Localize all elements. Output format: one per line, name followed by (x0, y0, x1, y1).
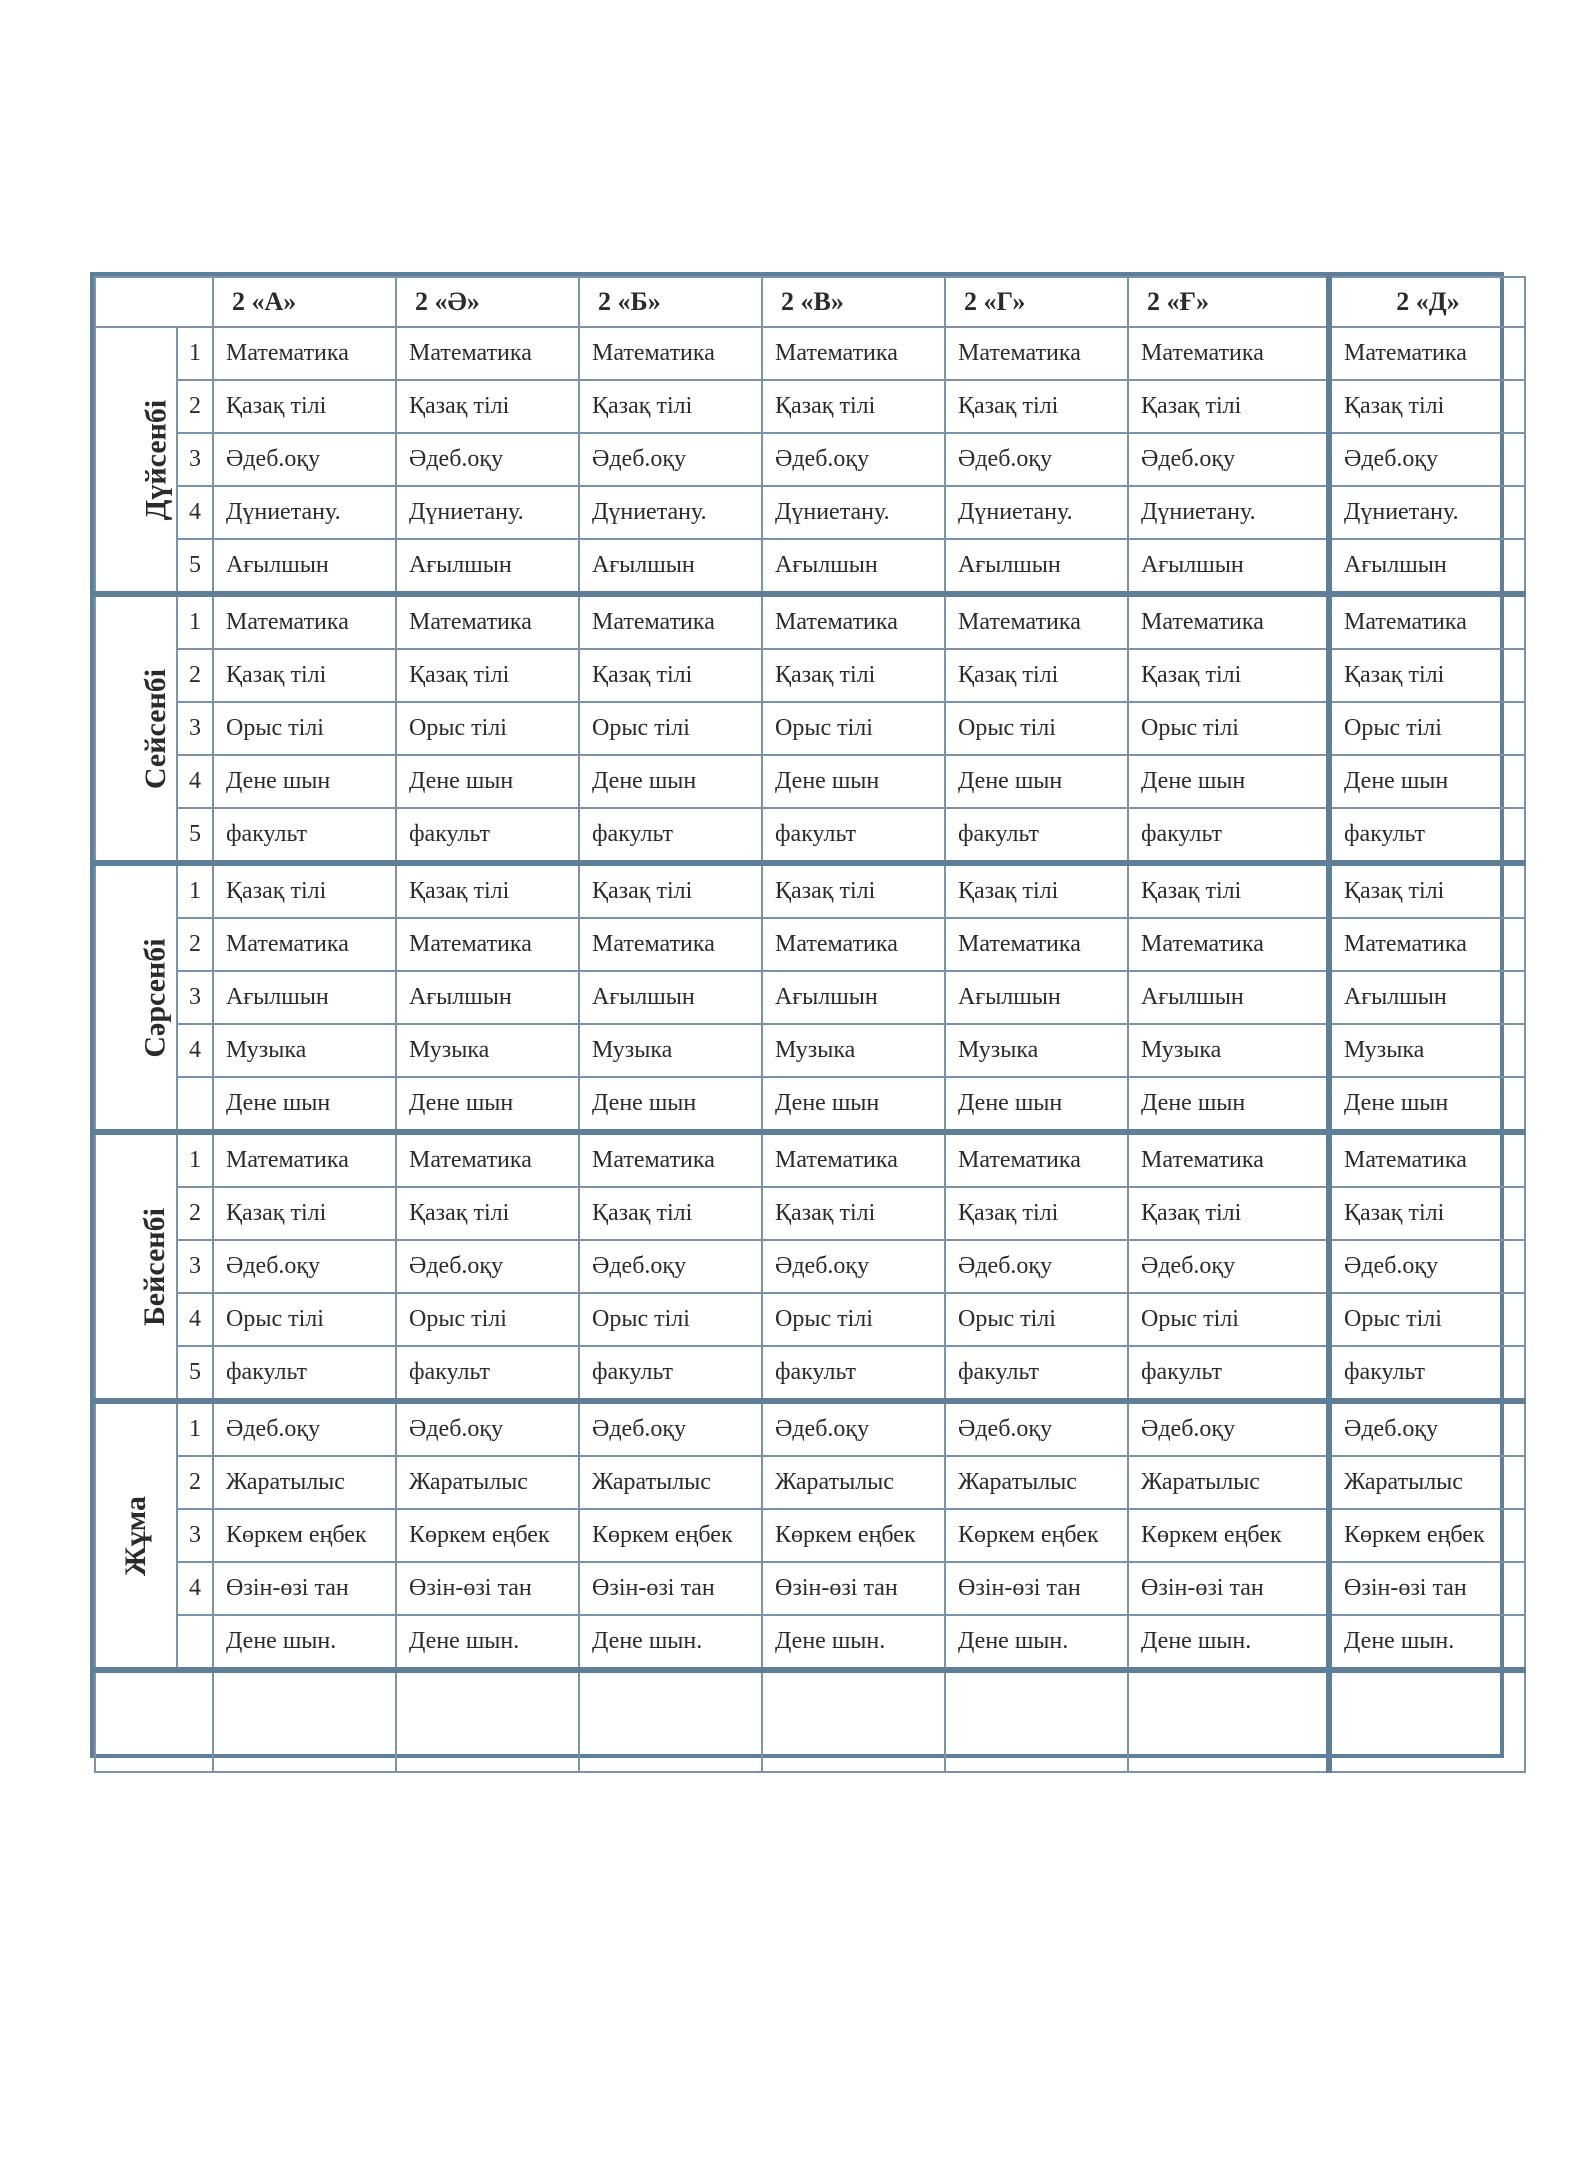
day-label (95, 327, 177, 594)
lesson-row (95, 433, 1525, 486)
subject-cell: Математика (213, 918, 396, 971)
subject-cell: факульт (396, 808, 579, 863)
lesson-row (95, 1509, 1525, 1562)
lesson-number: 4 (177, 755, 213, 808)
subject-cell: Қазақ тілі (1128, 863, 1329, 918)
subject-cell: Қазақ тілі (579, 380, 762, 433)
subject-cell: Математика (396, 327, 579, 380)
subject-cell: Математика (1329, 327, 1525, 380)
subject-cell: Ағылшын (945, 539, 1128, 594)
lesson-number: 3 (177, 1240, 213, 1293)
subject-cell: Ағылшын (396, 971, 579, 1024)
subject-cell: Дүниетану. (1128, 486, 1329, 539)
class-header: 2 «Д» (1329, 277, 1525, 327)
subject-cell: Әдеб.оқу (1329, 1240, 1525, 1293)
subject-cell: Музыка (396, 1024, 579, 1077)
subject-cell: Әдеб.оқу (213, 1401, 396, 1456)
blank-cell (396, 1670, 579, 1772)
subject-cell: Дүниетану. (945, 486, 1128, 539)
lesson-number: 5 (177, 539, 213, 594)
subject-cell: Көркем еңбек (579, 1509, 762, 1562)
subject-cell: Әдеб.оқу (396, 433, 579, 486)
subject-cell: Ағылшын (213, 971, 396, 1024)
lesson-number (177, 1077, 213, 1132)
subject-cell: факульт (213, 1346, 396, 1401)
subject-cell: факульт (762, 808, 945, 863)
subject-cell: Қазақ тілі (396, 380, 579, 433)
subject-cell: Жаратылыс (762, 1456, 945, 1509)
subject-cell: факульт (945, 808, 1128, 863)
lesson-row (95, 755, 1525, 808)
subject-cell: Дене шын (396, 755, 579, 808)
subject-cell: Ағылшын (1329, 539, 1525, 594)
subject-cell: Дүниетану. (213, 486, 396, 539)
subject-cell: Ағылшын (396, 539, 579, 594)
subject-cell: Музыка (945, 1024, 1128, 1077)
subject-cell: Музыка (1128, 1024, 1329, 1077)
lesson-row (95, 702, 1525, 755)
subject-cell: Ағылшын (762, 971, 945, 1024)
subject-cell: Орыс тілі (1329, 1293, 1525, 1346)
subject-cell: факульт (762, 1346, 945, 1401)
lesson-number: 2 (177, 380, 213, 433)
subject-cell: Математика (579, 327, 762, 380)
lesson-row (95, 594, 1525, 649)
day-label (95, 1132, 177, 1401)
subject-cell: Ағылшын (1128, 539, 1329, 594)
subject-cell: Қазақ тілі (396, 649, 579, 702)
subject-cell: Математика (396, 918, 579, 971)
timetable-body (95, 327, 1525, 1772)
subject-cell: Көркем еңбек (945, 1509, 1128, 1562)
subject-cell: Математика (579, 918, 762, 971)
header-row (95, 277, 1525, 327)
subject-cell: Әдеб.оқу (945, 1240, 1128, 1293)
subject-cell: Қазақ тілі (945, 863, 1128, 918)
subject-cell: Орыс тілі (213, 702, 396, 755)
subject-cell: Қазақ тілі (1128, 1187, 1329, 1240)
lesson-row (95, 327, 1525, 380)
subject-cell: Дене шын (213, 1077, 396, 1132)
subject-cell: Көркем еңбек (1329, 1509, 1525, 1562)
blank-cell (945, 1670, 1128, 1772)
subject-cell: факульт (1329, 808, 1525, 863)
lesson-row (95, 1456, 1525, 1509)
subject-cell: Әдеб.оқу (396, 1401, 579, 1456)
subject-cell: Қазақ тілі (1329, 1187, 1525, 1240)
subject-cell: Орыс тілі (762, 702, 945, 755)
subject-cell: Дене шын. (762, 1615, 945, 1670)
lesson-number: 1 (177, 1401, 213, 1456)
subject-cell: Жаратылыс (213, 1456, 396, 1509)
subject-cell: Қазақ тілі (1329, 863, 1525, 918)
subject-cell: факульт (579, 808, 762, 863)
subject-cell: Дене шын (1329, 755, 1525, 808)
subject-cell: Дене шын (762, 755, 945, 808)
lesson-number: 2 (177, 649, 213, 702)
subject-cell: факульт (579, 1346, 762, 1401)
subject-cell: Өзін-өзі тан (396, 1562, 579, 1615)
corner-cell (95, 277, 213, 327)
lesson-number: 3 (177, 971, 213, 1024)
lesson-number: 1 (177, 594, 213, 649)
subject-cell: Дене шын (945, 755, 1128, 808)
subject-cell: Орыс тілі (396, 1293, 579, 1346)
subject-cell: Дене шын. (1329, 1615, 1525, 1670)
subject-cell: Дене шын. (213, 1615, 396, 1670)
subject-cell: Математика (396, 1132, 579, 1187)
subject-cell: Орыс тілі (762, 1293, 945, 1346)
subject-cell: Көркем еңбек (396, 1509, 579, 1562)
subject-cell: Әдеб.оқу (579, 1401, 762, 1456)
subject-cell: Өзін-өзі тан (1128, 1562, 1329, 1615)
subject-cell: Қазақ тілі (762, 863, 945, 918)
subject-cell: Қазақ тілі (762, 649, 945, 702)
subject-cell: Қазақ тілі (945, 649, 1128, 702)
lesson-number: 2 (177, 1456, 213, 1509)
subject-cell: Қазақ тілі (1329, 380, 1525, 433)
subject-cell: Математика (213, 327, 396, 380)
lesson-number: 5 (177, 808, 213, 863)
subject-cell: Қазақ тілі (213, 380, 396, 433)
subject-cell: Жаратылыс (1329, 1456, 1525, 1509)
lesson-number: 1 (177, 863, 213, 918)
blank-cell (579, 1670, 762, 1772)
subject-cell: Орыс тілі (396, 702, 579, 755)
subject-cell: Қазақ тілі (579, 1187, 762, 1240)
subject-cell: Дене шын (579, 1077, 762, 1132)
subject-cell: Өзін-өзі тан (762, 1562, 945, 1615)
subject-cell: Ағылшын (579, 539, 762, 594)
subject-cell: Математика (213, 594, 396, 649)
subject-cell: Ағылшын (1329, 971, 1525, 1024)
subject-cell: Әдеб.оқу (762, 1401, 945, 1456)
subject-cell: Дене шын. (945, 1615, 1128, 1670)
subject-cell: Қазақ тілі (945, 1187, 1128, 1240)
subject-cell: Өзін-өзі тан (945, 1562, 1128, 1615)
lesson-row (95, 1187, 1525, 1240)
subject-cell: факульт (396, 1346, 579, 1401)
subject-cell: Қазақ тілі (213, 649, 396, 702)
subject-cell: Орыс тілі (579, 1293, 762, 1346)
subject-cell: Математика (1329, 594, 1525, 649)
subject-cell: Әдеб.оқу (1329, 433, 1525, 486)
subject-cell: Орыс тілі (1329, 702, 1525, 755)
class-header: 2 «Г» (945, 277, 1128, 327)
lesson-row (95, 1240, 1525, 1293)
subject-cell: факульт (1128, 1346, 1329, 1401)
lesson-number: 1 (177, 327, 213, 380)
subject-cell: Ағылшын (945, 971, 1128, 1024)
day-name: Дүйсенбі (139, 399, 173, 520)
subject-cell: Әдеб.оқу (945, 433, 1128, 486)
lesson-row (95, 1293, 1525, 1346)
subject-cell: Математика (579, 594, 762, 649)
subject-cell: Математика (945, 1132, 1128, 1187)
lesson-row (95, 1132, 1525, 1187)
subject-cell: Дене шын (1128, 1077, 1329, 1132)
subject-cell: Математика (1128, 918, 1329, 971)
lesson-number: 4 (177, 1293, 213, 1346)
subject-cell: Орыс тілі (945, 1293, 1128, 1346)
subject-cell: Әдеб.оқу (762, 433, 945, 486)
lesson-row (95, 863, 1525, 918)
subject-cell: Дене шын (1329, 1077, 1525, 1132)
subject-cell: Қазақ тілі (213, 1187, 396, 1240)
day-name: Сәрсенбі (138, 937, 172, 1058)
subject-cell: Математика (762, 594, 945, 649)
subject-cell: Әдеб.оқу (213, 433, 396, 486)
blank-cell (213, 1670, 396, 1772)
subject-cell: Математика (1329, 918, 1525, 971)
subject-cell: Ағылшын (213, 539, 396, 594)
class-header: 2 «А» (213, 277, 396, 327)
subject-cell: Жаратылыс (579, 1456, 762, 1509)
class-header: 2 «Ғ» (1128, 277, 1329, 327)
subject-cell: Дүниетану. (762, 486, 945, 539)
subject-cell: факульт (1128, 808, 1329, 863)
class-header: 2 «В» (762, 277, 945, 327)
subject-cell: Орыс тілі (945, 702, 1128, 755)
subject-cell: Ағылшын (579, 971, 762, 1024)
subject-cell: Әдеб.оқу (396, 1240, 579, 1293)
class-header: 2 «Б» (579, 277, 762, 327)
subject-cell: Дене шын. (1128, 1615, 1329, 1670)
class-header: 2 «Ә» (396, 277, 579, 327)
subject-cell: Әдеб.оқу (213, 1240, 396, 1293)
day-name: Жұма (119, 1495, 152, 1576)
subject-cell: Әдеб.оқу (945, 1401, 1128, 1456)
subject-cell: Математика (579, 1132, 762, 1187)
lesson-number: 3 (177, 702, 213, 755)
subject-cell: Өзін-өзі тан (579, 1562, 762, 1615)
day-label (95, 863, 177, 1132)
lesson-row (95, 918, 1525, 971)
day-name: Сейсенбі (139, 668, 173, 789)
blank-cell (762, 1670, 945, 1772)
subject-cell: Математика (762, 327, 945, 380)
subject-cell: Ағылшын (762, 539, 945, 594)
subject-cell: Музыка (213, 1024, 396, 1077)
subject-cell: Музыка (1329, 1024, 1525, 1077)
subject-cell: Әдеб.оқу (762, 1240, 945, 1293)
lesson-row (95, 971, 1525, 1024)
lesson-row (95, 649, 1525, 702)
subject-cell: Орыс тілі (579, 702, 762, 755)
subject-cell: Қазақ тілі (213, 863, 396, 918)
subject-cell: Орыс тілі (213, 1293, 396, 1346)
subject-cell: Математика (1329, 1132, 1525, 1187)
subject-cell: Ағылшын (1128, 971, 1329, 1024)
subject-cell: Әдеб.оқу (1128, 433, 1329, 486)
lesson-row (95, 1077, 1525, 1132)
lesson-row (95, 808, 1525, 863)
subject-cell: факульт (213, 808, 396, 863)
lesson-number: 3 (177, 433, 213, 486)
lesson-row (95, 1615, 1525, 1670)
subject-cell: Қазақ тілі (1128, 649, 1329, 702)
subject-cell: Қазақ тілі (579, 649, 762, 702)
subject-cell: Көркем еңбек (762, 1509, 945, 1562)
blank-row (95, 1670, 1525, 1772)
subject-cell: Жаратылыс (396, 1456, 579, 1509)
lesson-number: 4 (177, 1562, 213, 1615)
subject-cell: Дене шын (945, 1077, 1128, 1132)
lesson-row (95, 1346, 1525, 1401)
subject-cell: Математика (1128, 1132, 1329, 1187)
subject-cell: Дене шын. (579, 1615, 762, 1670)
subject-cell: Дене шын (762, 1077, 945, 1132)
lesson-number (177, 1615, 213, 1670)
lesson-row (95, 380, 1525, 433)
blank-cell (1329, 1670, 1525, 1772)
subject-cell: Математика (396, 594, 579, 649)
subject-cell: Математика (762, 1132, 945, 1187)
subject-cell: факульт (945, 1346, 1128, 1401)
lesson-number: 3 (177, 1509, 213, 1562)
subject-cell: Қазақ тілі (1329, 649, 1525, 702)
lesson-number: 4 (177, 1024, 213, 1077)
subject-cell: Дүниетану. (579, 486, 762, 539)
subject-cell: Математика (945, 918, 1128, 971)
timetable-sheet (90, 272, 1504, 1758)
timetable-table (94, 276, 1526, 1773)
subject-cell: Әдеб.оқу (1128, 1401, 1329, 1456)
lesson-number: 4 (177, 486, 213, 539)
subject-cell: Орыс тілі (1128, 1293, 1329, 1346)
subject-cell: Дене шын (213, 755, 396, 808)
subject-cell: Орыс тілі (1128, 702, 1329, 755)
subject-cell: Дене шын (396, 1077, 579, 1132)
subject-cell: Көркем еңбек (213, 1509, 396, 1562)
subject-cell: Әдеб.оқу (1128, 1240, 1329, 1293)
lesson-number: 5 (177, 1346, 213, 1401)
lesson-number: 2 (177, 918, 213, 971)
subject-cell: Дүниетану. (1329, 486, 1525, 539)
subject-cell: Математика (945, 327, 1128, 380)
subject-cell: факульт (1329, 1346, 1525, 1401)
lesson-row (95, 1562, 1525, 1615)
subject-cell: Өзін-өзі тан (213, 1562, 396, 1615)
day-label (95, 594, 177, 863)
day-label (95, 1401, 177, 1670)
subject-cell: Қазақ тілі (396, 1187, 579, 1240)
subject-cell: Әдеб.оқу (579, 433, 762, 486)
lesson-number: 1 (177, 1132, 213, 1187)
subject-cell: Қазақ тілі (945, 380, 1128, 433)
subject-cell: Математика (945, 594, 1128, 649)
subject-cell: Көркем еңбек (1128, 1509, 1329, 1562)
subject-cell: Қазақ тілі (396, 863, 579, 918)
subject-cell: Жаратылыс (1128, 1456, 1329, 1509)
subject-cell: Әдеб.оқу (579, 1240, 762, 1293)
blank-cell (95, 1670, 213, 1772)
subject-cell: Дене шын (1128, 755, 1329, 808)
lesson-number: 2 (177, 1187, 213, 1240)
subject-cell: Дүниетану. (396, 486, 579, 539)
subject-cell: Математика (1128, 594, 1329, 649)
subject-cell: Қазақ тілі (1128, 380, 1329, 433)
subject-cell: Музыка (579, 1024, 762, 1077)
subject-cell: Жаратылыс (945, 1456, 1128, 1509)
subject-cell: Музыка (762, 1024, 945, 1077)
lesson-row (95, 539, 1525, 594)
subject-cell: Өзін-өзі тан (1329, 1562, 1525, 1615)
lesson-row (95, 1024, 1525, 1077)
subject-cell: Қазақ тілі (762, 380, 945, 433)
subject-cell: Дене шын. (396, 1615, 579, 1670)
subject-cell: Математика (1128, 327, 1329, 380)
lesson-row (95, 486, 1525, 539)
lesson-row (95, 1401, 1525, 1456)
blank-cell (1128, 1670, 1329, 1772)
subject-cell: Математика (762, 918, 945, 971)
subject-cell: Әдеб.оқу (1329, 1401, 1525, 1456)
subject-cell: Қазақ тілі (762, 1187, 945, 1240)
subject-cell: Математика (213, 1132, 396, 1187)
day-name: Бейсенбі (138, 1207, 172, 1326)
subject-cell: Дене шын (579, 755, 762, 808)
subject-cell: Қазақ тілі (579, 863, 762, 918)
